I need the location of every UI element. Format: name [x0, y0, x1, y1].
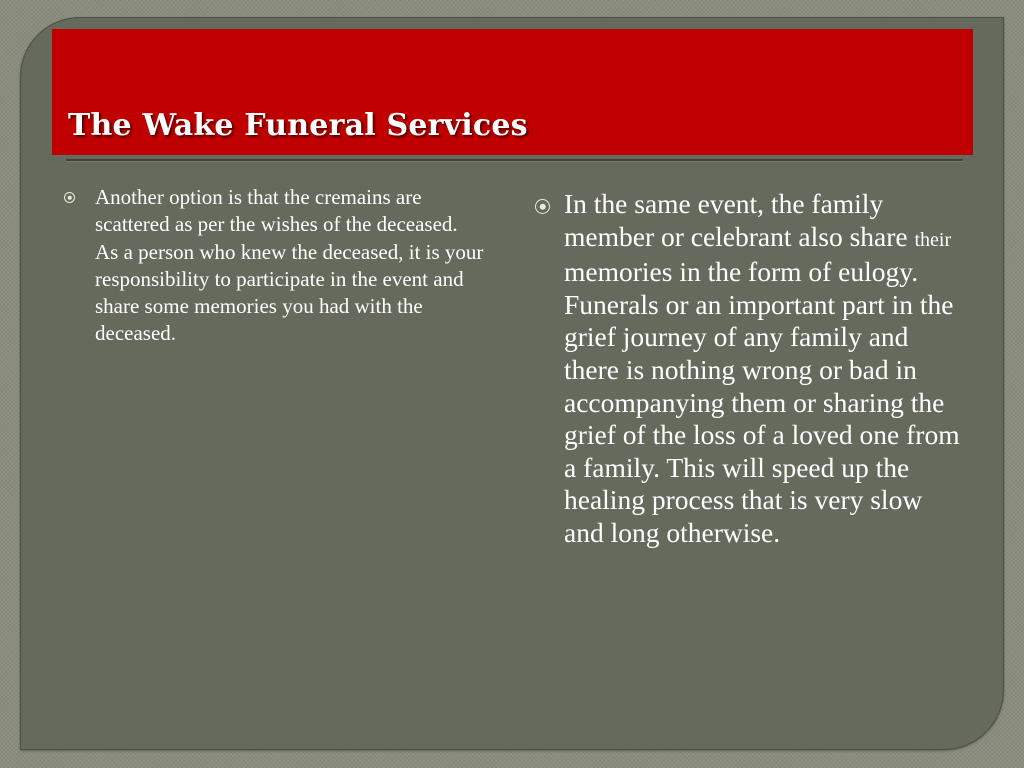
- right-bullet-text-end: memories in the form of eulogy. Funerals or an important part in the grief journey of any family and there is nothing wrong or bad in accompanying them or sharing the grief of the loss of a loved one from a family. This will speed up the healing process that is very slow and long otherwise.: [564, 256, 960, 548]
- circle-bullet-icon: [64, 192, 75, 203]
- left-content-column: [64, 184, 484, 348]
- right-bullet-text-start: In the same event, the family member or celebrant also share: [564, 188, 915, 252]
- right-bullet-item: [535, 188, 965, 550]
- left-bullet-item: [64, 184, 484, 348]
- right-bullet-small-word: their: [914, 228, 952, 251]
- slide-title: The Wake Funeral Services: [68, 108, 528, 143]
- left-bullet-text: Another option is that the cremains are scattered as per the wishes of the deceased. As a person who knew the deceased, it is your responsibility to participate in the event and share some memories you had with the deceased.: [95, 185, 484, 346]
- right-content-column: [535, 188, 965, 550]
- right-bullet-text: [564, 188, 965, 550]
- circle-bullet-icon: [535, 199, 550, 214]
- title-divider: [66, 159, 963, 161]
